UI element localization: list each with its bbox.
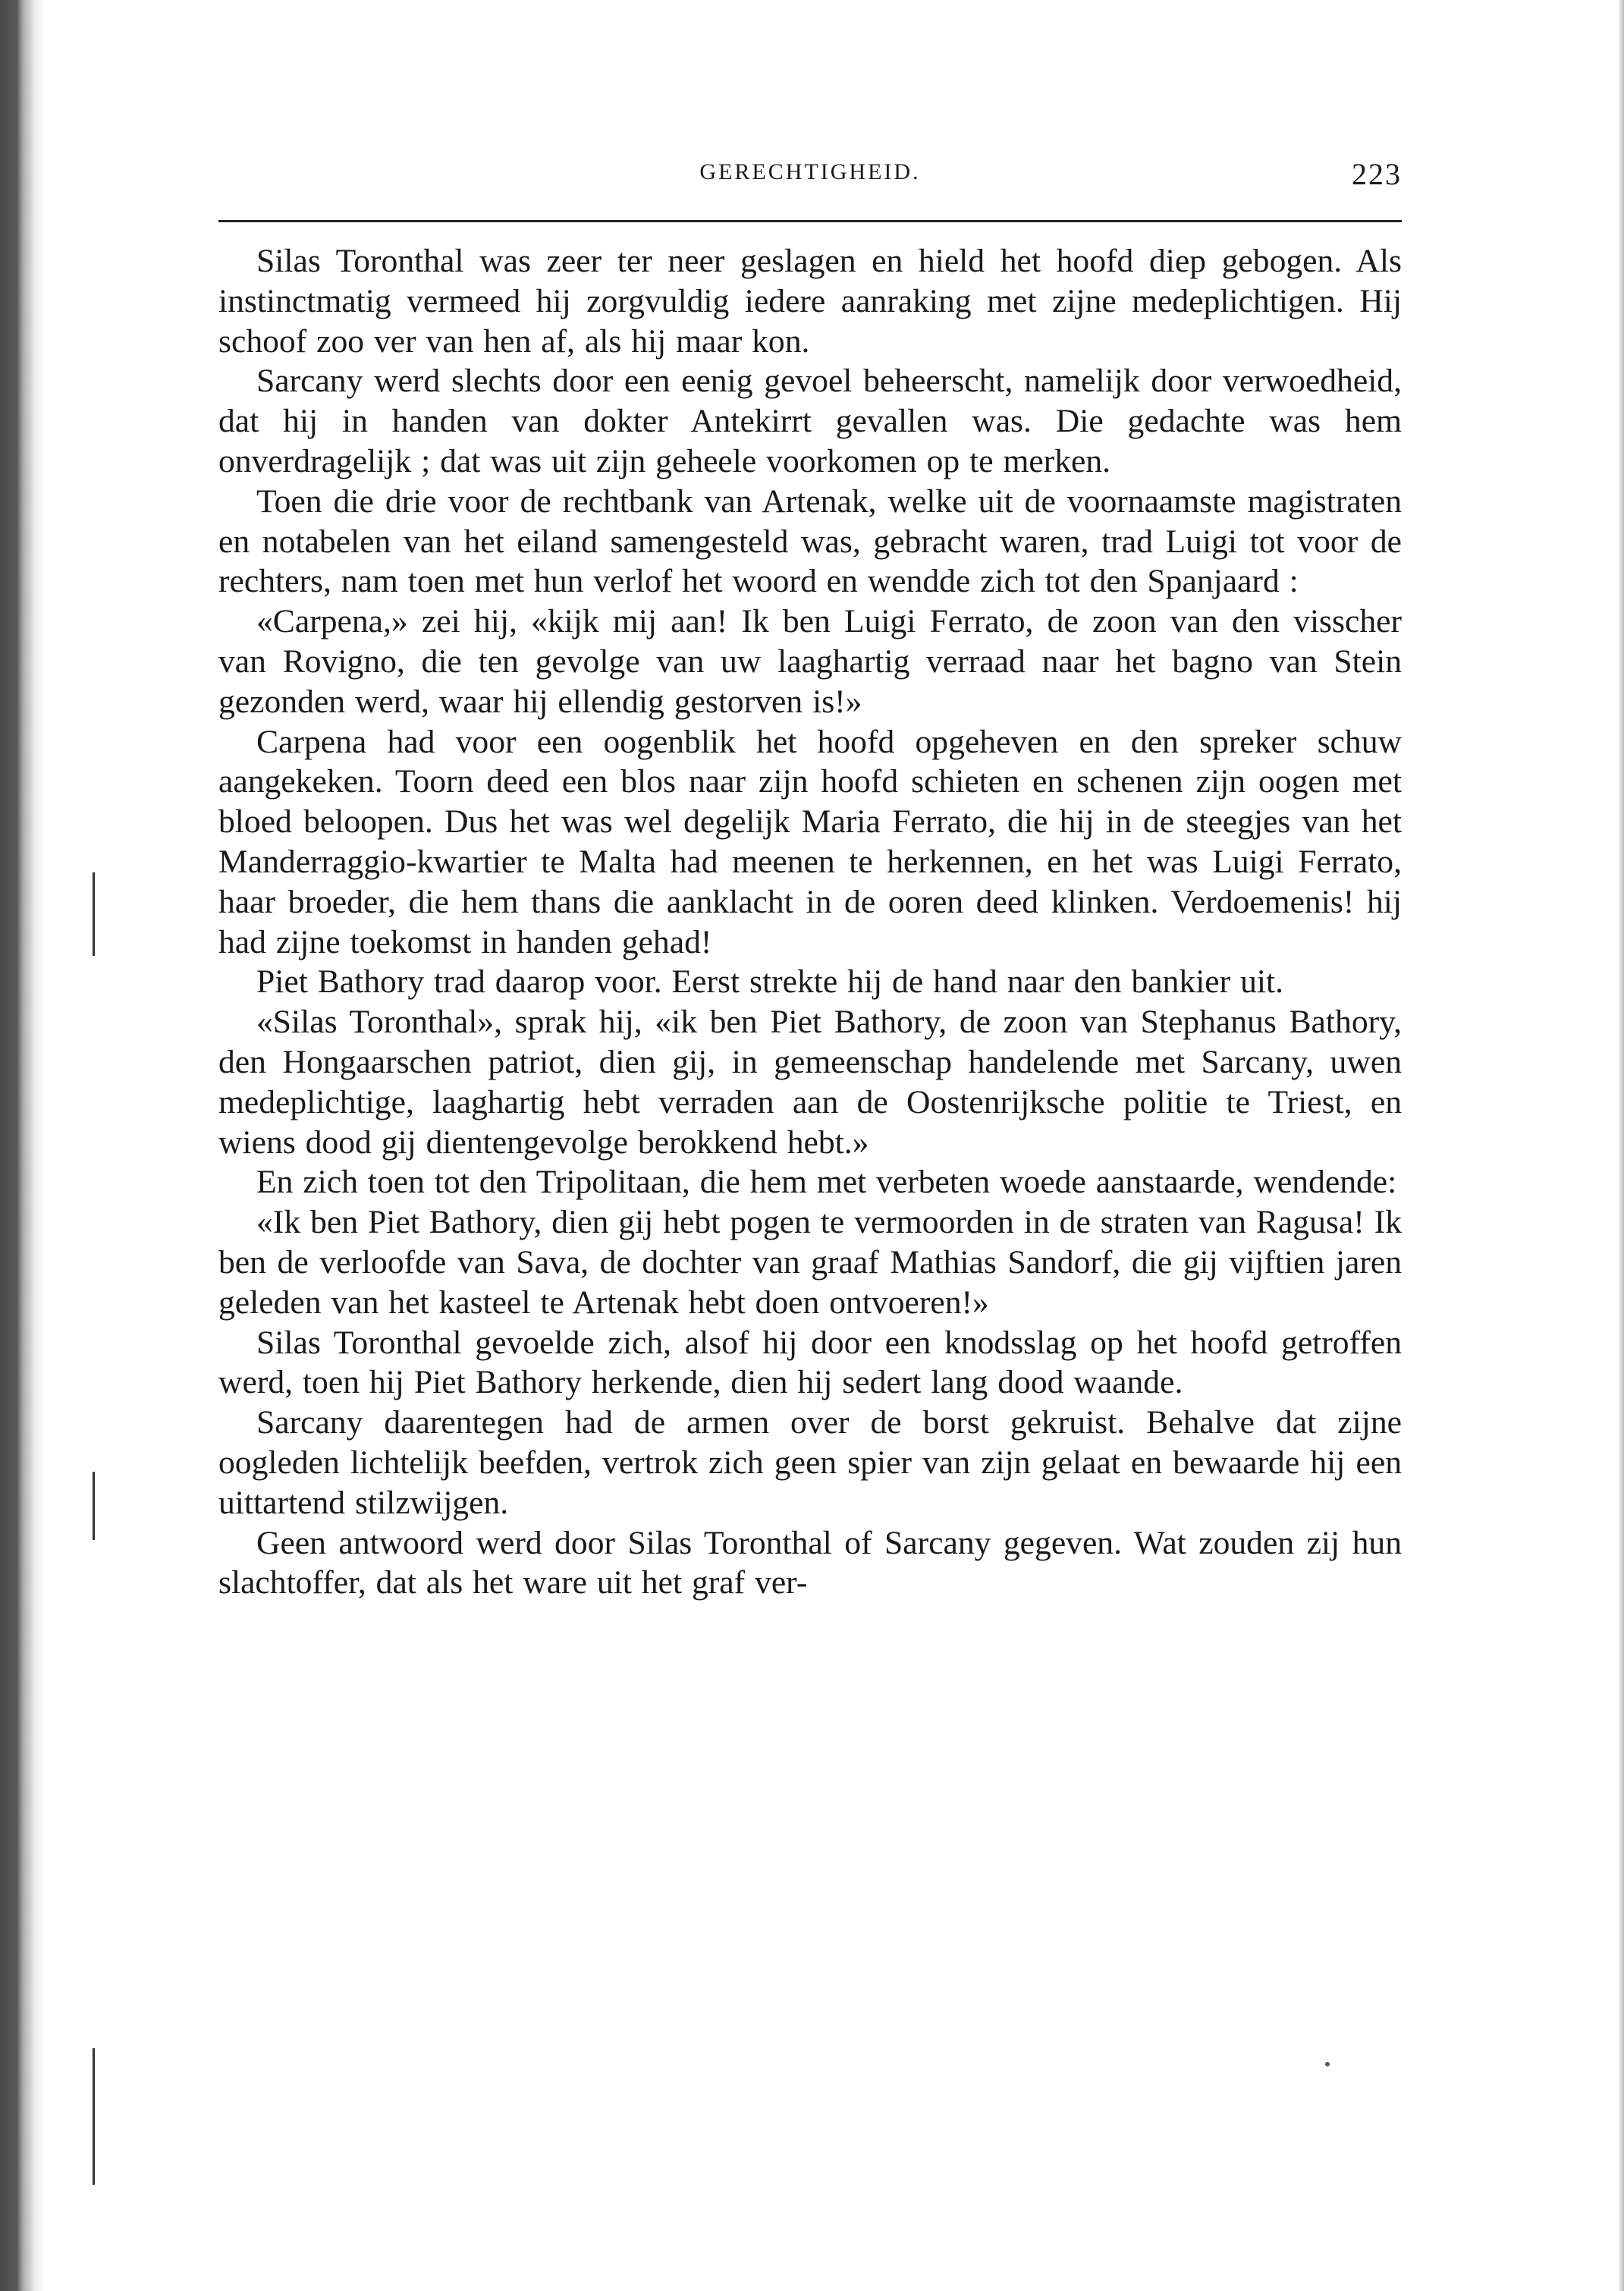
paragraph: Sarcany daarentegen had de armen over de borst gekruist. Behalve dat zijne oogleden lichtelijk beefden, vertrok zich geen spier van zijn gelaat en bewaarde hij een uittartend stilzwijgen. <box>218 1404 1402 1521</box>
scan-gutter-shadow <box>0 0 46 2291</box>
paragraph: Sarcany werd slechts door een eenig gevoel beheerscht, namelijk door verwoedheid, dat hij in handen van dokter Antekirrt gevallen was. Die gedachte was hem onverdragelijk ; dat was uit zijn geheele voorkomen op te merken. <box>218 363 1402 479</box>
paragraph: En zich toen tot den Tripolitaan, die hem met verbeten woede aanstaarde, wendende: <box>256 1164 1397 1201</box>
scan-right-edge <box>1618 0 1624 2291</box>
body-text <box>218 241 1402 1603</box>
paragraph: Carpena had voor een oogenblik het hoofd opgeheven en den spreker schuw aangekeken. Toorn deed een blos naar zijn hoofd schieten en schenen zijn oogen met bloed beloopen. Dus het was wel degelijk Maria Ferrato, die hij in de steegjes van het Manderraggio-kwartier te Malta had meenen te herkennen, en het was Luigi Ferrato, haar broeder, die hem thans die aanklacht in de ooren deed klinken. Verdoemenis! hij had zijne toekomst in handen gehad! <box>218 723 1402 960</box>
scan-gutter-mark <box>93 2048 95 2185</box>
page-header <box>218 152 1402 197</box>
paragraph: Toen die drie voor de rechtbank van Artenak, welke uit de voornaamste magistraten en notabelen van het eiland samengesteld was, gebracht waren, trad Luigi tot voor de rechters, nam toen met hun verlof het woord en wendde zich tot den Spanjaard : <box>218 482 1402 600</box>
paragraph: «Carpena,» zei hij, «kijk mij aan! Ik ben Luigi Ferrato, de zoon van den visscher van Rovigno, die ten gevolge van uw laaghartig verraad naar het bagno van Stein gezonden werd, waar hij ellendig gestorven is!» <box>218 603 1402 720</box>
paragraph: Silas Toronthal was zeer ter neer geslagen en hield het hoofd diep gebogen. Als instinctmatig vermeed hij zorgvuldig iedere aanraking met zijne medeplichtigen. Hij schoof zoo ver van hen af, als hij maar kon. <box>218 243 1402 360</box>
running-head: GERECHTIGHEID. <box>699 159 921 184</box>
scan-gutter-mark <box>93 872 95 956</box>
scan-gutter-mark <box>93 1472 95 1540</box>
paragraph: «Silas Toronthal», sprak hij, «ik ben Piet Bathory, de zoon van Stephanus Bathory, den Hongaarschen patriot, dien gij, in gemeenschap handelende met Sarcany, uwen medeplichtige, laaghartig hebt verraden aan de Oostenrijksche politie te Triest, en wiens dood gij dientengevolge berokkend hebt.» <box>218 1004 1402 1161</box>
header-rule <box>218 220 1402 222</box>
ink-speck <box>1325 2062 1330 2066</box>
paragraph: Geen antwoord werd door Silas Toronthal of Sarcany gegeven. Wat zouden zij hun slachtoffer, dat als het ware uit het graf ver- <box>218 1524 1402 1601</box>
paragraph: «Ik ben Piet Bathory, dien gij hebt pogen te vermoorden in de straten van Ragusa! Ik ben de verloofde van Sava, de dochter van graaf Mathias Sandorf, die gij vijftien jaren geleden van het kasteel te Artenak hebt doen ontvoeren!» <box>218 1204 1402 1321</box>
paragraph: Silas Toronthal gevoelde zich, alsof hij door een knodsslag op het hoofd getroffen werd, toen hij Piet Bathory herkende, dien hij sedert lang dood waande. <box>218 1324 1402 1401</box>
paragraph: Piet Bathory trad daarop voor. Eerst strekte hij de hand naar den bankier uit. <box>256 963 1283 1001</box>
page-number: 223 <box>1352 157 1402 191</box>
